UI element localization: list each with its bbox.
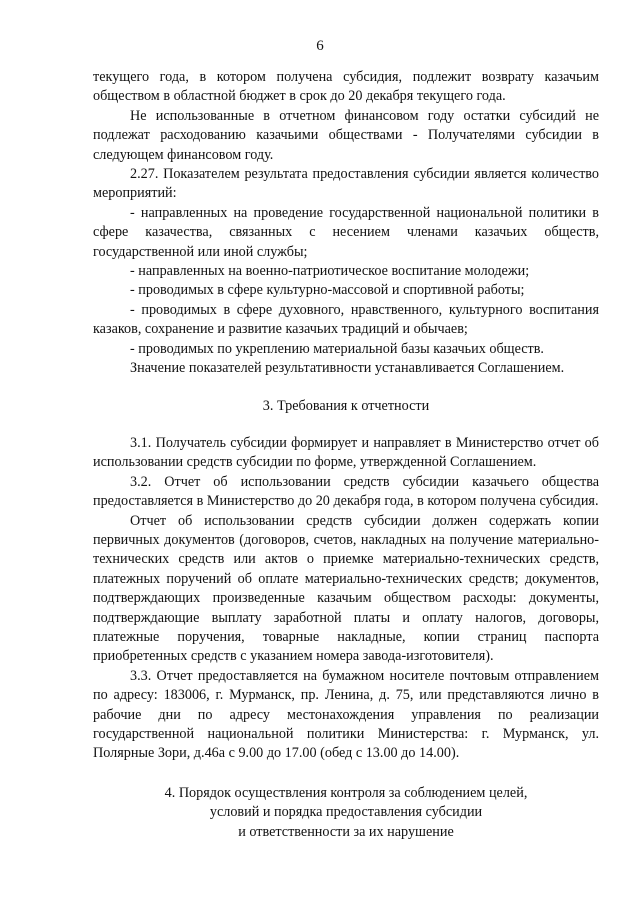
list-item-spiritual: - проводимых в сфере духовного, нравственного, культурного воспитания казаков, сохранение и развитие казачьих традиций и обычаев;	[93, 301, 599, 338]
section-4-heading-line-3: и ответственности за их нарушение	[238, 823, 454, 840]
document-body	[93, 68, 599, 842]
paragraph-3-3: 3.3. Отчет предоставляется на бумажном носителе почтовым отправлением по адресу: 183006, г. Мурманск, пр. Ленина, д. 75, или представляются лично в рабочие дни по адресу местонахождения управления по реализации государственной национальной политики Министерства: г. Мурманск, ул. Полярные Зори, д.46а с 9.00 до 17.00 (обед с 13.00 до 14.00).	[93, 667, 599, 762]
section-4-heading-line-1: 4. Порядок осуществления контроля за соблюдением целей,	[164, 784, 528, 801]
list-item-material-base: - проводимых по укреплению материальной базы казачьих обществ.	[130, 340, 544, 357]
list-item-state-policy: - направленных на проведение государственной национальной политики в сфере казачества, связанных с несением членами казачьих обществ, государственной или иной службы;	[93, 204, 599, 260]
paragraph-2-27: 2.27. Показателем результата предоставления субсидии является количество мероприятий:	[93, 166, 599, 202]
paragraph-report-contents: Отчет об использовании средств субсидии должен содержать копии первичных документов (договоров, счетов, накладных на получение материально-технических средств или актов о приемке материально-технических средств, платежных поручений об оплате материально-технических средств; документов, подтверждающих произведенные казачьим обществом расходы: документы, подтверждающие выплату заработной платы и оплату налогов, договоры, платежные поручения, товарные накладные, копии страниц паспорта приобретенных средств с указанием номера завода-изготовителя).	[93, 512, 599, 665]
list-item-cultural-sport: - проводимых в сфере культурно-массовой и спортивной работы;	[130, 282, 525, 299]
page-number: 6	[316, 38, 324, 54]
section-4-heading	[93, 784, 599, 842]
paragraph-3-1: 3.1. Получатель субсидии формирует и направляет в Министерство отчет об использовании средств субсидии по форме, утвержденной Соглашением.	[93, 434, 599, 471]
paragraph-3-2: 3.2. Отчет об использовании средств субсидии казачьего общества предоставляется в Министерство до 20 декабря года, в котором получена субсидия.	[93, 473, 599, 510]
paragraph-unused-balances: Не использованные в отчетном финансовом году остатки субсидий не подлежат расходованию казачьими обществами - Получателями субсидии в следующем финансовом году.	[93, 107, 599, 163]
list-item-military-patriotic: - направленных на военно-патриотическое воспитание молодежи;	[130, 263, 530, 280]
section-3-heading: 3. Требования к отчетности	[262, 397, 430, 414]
section-4-heading-line-2: условий и порядка предоставления субсидии	[209, 804, 483, 821]
paragraph-continuation: текущего года, в котором получена субсидия, подлежит возврату казачьим обществом в областной бюджет в срок до 20 декабря текущего года.	[93, 69, 599, 105]
paragraph-indicator-value: Значение показателей результативности устанавливается Соглашением.	[130, 360, 565, 377]
